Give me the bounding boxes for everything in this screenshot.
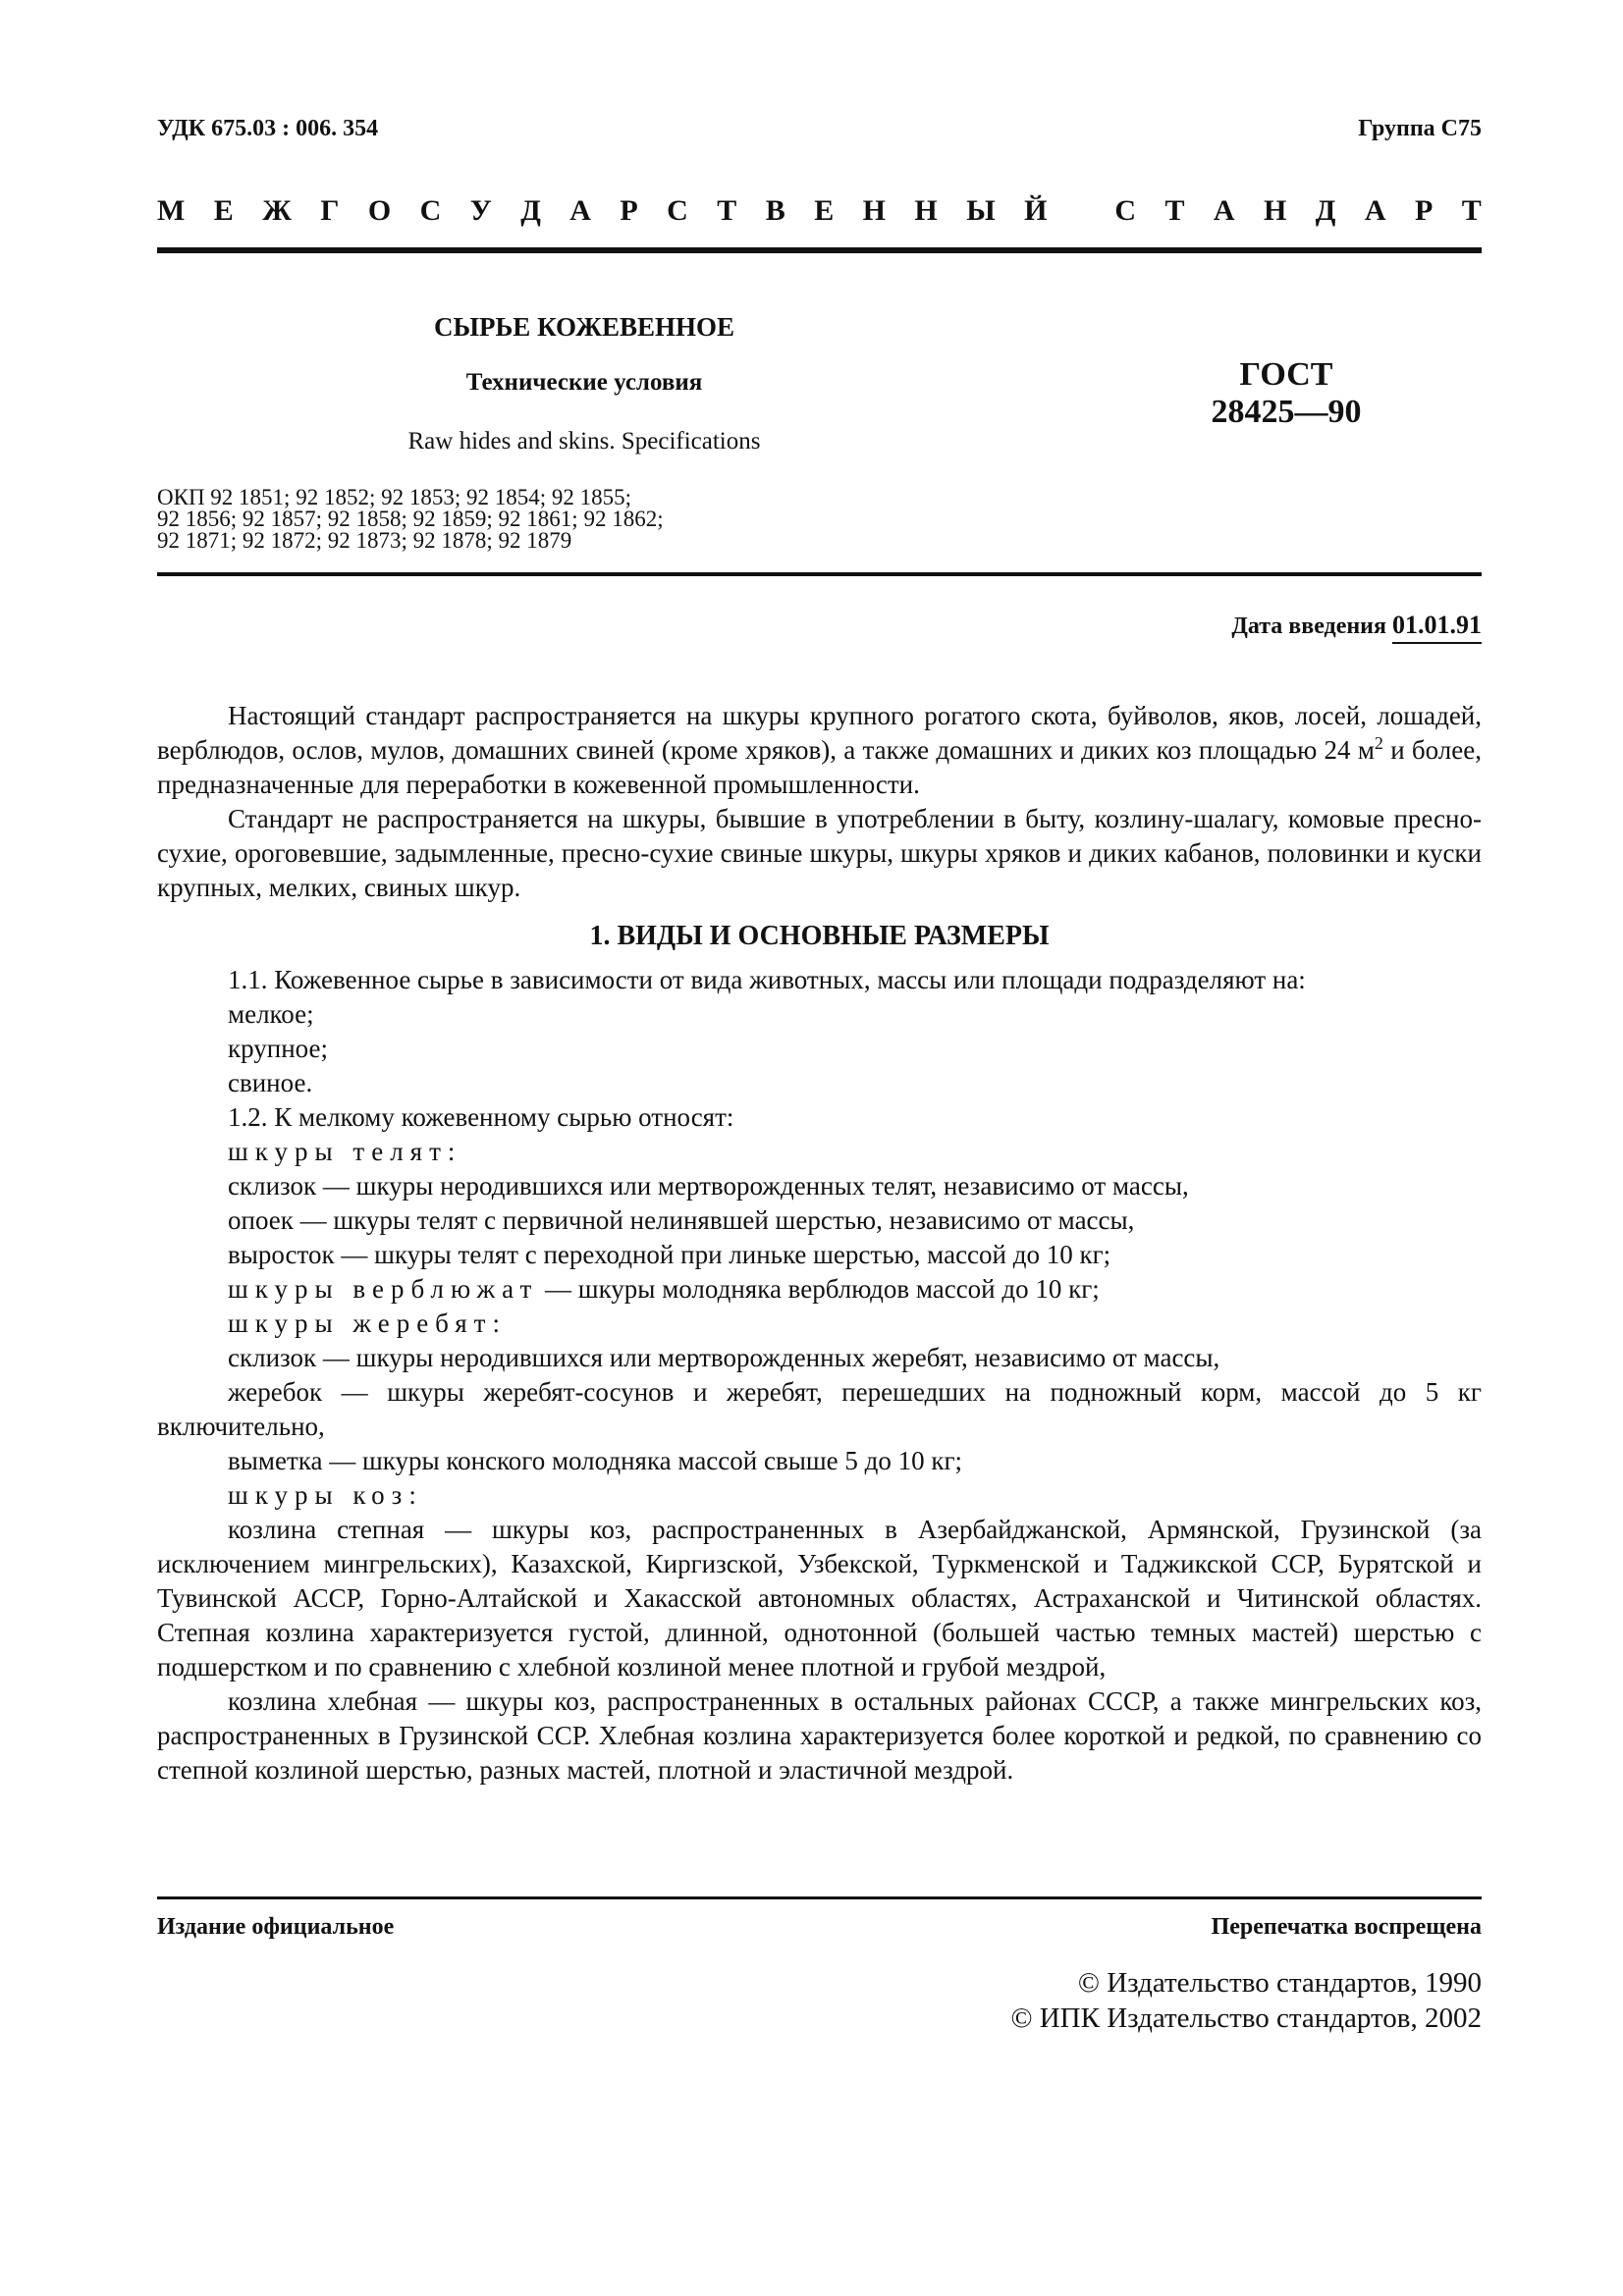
intro-paragraph-1 bbox=[157, 699, 1482, 802]
list-item: жеребок — шкуры жеребят-сосунов и жеребят, перешедших на подножный корм, массой до 5 кг включительно, bbox=[157, 1377, 1482, 1441]
heading-letter: А bbox=[1213, 194, 1235, 227]
heading-letter: С bbox=[667, 194, 688, 227]
document-title: СЫРЬЕ КОЖЕВЕННОЕ bbox=[433, 312, 735, 342]
reprint-prohibited: Перепечатка воспрещена bbox=[1211, 1914, 1482, 1940]
list-item: склизок — шкуры неродившихся или мертворожденных жеребят, независимо от массы, bbox=[228, 1343, 1220, 1372]
heading-letter: Г bbox=[320, 194, 340, 227]
heading-letter: У bbox=[469, 194, 492, 227]
heading-letter: Р bbox=[1414, 194, 1434, 227]
footer-rule bbox=[157, 1896, 1482, 1899]
intro-paragraph-2: Стандарт не распространяется на шкуры, бывшие в употреблении в быту, козлину-шалагу, комовые пресно-сухие, ороговевшие, задымленные, пресно-сухие свиные шкуры, шкуры хряков и диких кабанов, половинки и куски крупных, мелких, свиных шкур. bbox=[157, 804, 1482, 902]
term-rest: : bbox=[447, 1137, 456, 1166]
udk-code: УДК 675.03 : 006. 354 bbox=[157, 116, 379, 141]
subgroup-goats bbox=[157, 1478, 1482, 1513]
spaced-term: шкуры жеребят bbox=[228, 1308, 493, 1338]
spaced-term: шкуры телят bbox=[228, 1137, 448, 1166]
section-heading: 1. ВИДЫ И ОСНОВНЫЕ РАЗМЕРЫ bbox=[589, 921, 1050, 951]
heading-letter: О bbox=[367, 194, 392, 227]
heading-letter: Т bbox=[1164, 194, 1185, 227]
list-item: выросток — шкуры телят с переходной при линьке шерстью, массой до 10 кг; bbox=[228, 1240, 1111, 1269]
okp-line: ОКП 92 1851; 92 1852; 92 1853; 92 1854; 92 1855; bbox=[157, 485, 632, 509]
subgroup-camels bbox=[157, 1272, 1482, 1307]
heading-letter: С bbox=[1114, 194, 1136, 227]
okp-line: 92 1871; 92 1872; 92 1873; 92 1878; 92 1879 bbox=[157, 528, 572, 553]
term-rest: : bbox=[408, 1480, 416, 1510]
okp-codes bbox=[157, 487, 664, 552]
heading-letter: Д bbox=[520, 194, 541, 227]
clause-1-1: 1.1. Кожевенное сырье в зависимости от вида животных, массы или площади подразделяют на: bbox=[228, 965, 1306, 994]
heading-letter: Е bbox=[814, 194, 835, 227]
heading-letter: Т bbox=[1461, 194, 1482, 227]
intro-date-value: 01.01.91 bbox=[1392, 611, 1482, 644]
spaced-term: шкуры верблюжат bbox=[228, 1274, 539, 1304]
heading-letter: Р bbox=[620, 194, 638, 227]
heading-letter: Н bbox=[1264, 194, 1287, 227]
copyright-block bbox=[1010, 1965, 1482, 2036]
grain-goat-paragraph: козлина хлебная — шкуры коз, распространенных в остальных районах СССР, а также мингрельских коз, распространенных в Грузинской ССР. Хлебная козлина характеризуется более короткой и редкой, по сравнению со степной козлиной шерстью, разных мастей, плотной и эластичной мездрой. bbox=[157, 1686, 1482, 1785]
heading-letter: М bbox=[157, 194, 186, 227]
document-body bbox=[157, 699, 1482, 1788]
heading-letter: Е bbox=[213, 194, 234, 227]
heading-letter: А bbox=[569, 194, 591, 227]
group-code: Группа С75 bbox=[1358, 116, 1482, 141]
clause-1-2: 1.2. К мелкому кожевенному сырью относят: bbox=[228, 1102, 734, 1132]
english-title: Raw hides and skins. Specifications bbox=[407, 428, 761, 454]
intro-date bbox=[1231, 611, 1482, 640]
gost-label: ГОСТ bbox=[1239, 356, 1333, 393]
heading-letter: Н bbox=[862, 194, 886, 227]
heading-letter: С bbox=[419, 194, 442, 227]
heading-letter: В bbox=[765, 194, 785, 227]
term-rest: — шкуры молодняка верблюдов массой до 10 кг; bbox=[538, 1274, 1100, 1304]
list-item: свиное. bbox=[228, 1068, 313, 1097]
official-edition: Издание официальное bbox=[157, 1914, 395, 1940]
copyright-1990: © Издательство стандартов, 1990 bbox=[1077, 1967, 1482, 1999]
heading-letter: Т bbox=[717, 194, 737, 227]
copyright-2002: © ИПК Издательство стандартов, 2002 bbox=[1010, 2002, 1482, 2034]
heading-letter: Ы bbox=[966, 194, 996, 227]
list-item: опоек — шкуры телят с первичной нелинявшей шерстью, независимо от массы, bbox=[228, 1205, 1135, 1235]
gost-number: 28425—90 bbox=[1211, 394, 1362, 430]
heading-letter: Ж bbox=[262, 194, 292, 227]
interstate-standard-heading bbox=[157, 194, 1482, 228]
okp-line: 92 1856; 92 1857; 92 1858; 92 1859; 92 1861; 92 1862; bbox=[157, 507, 664, 531]
list-item: мелкое; bbox=[228, 999, 314, 1029]
steppe-goat-paragraph: козлина степная — шкуры коз, распространенных в Азербайджанской, Армянской, Грузинской (за исключением мингрельских), Казахской, Киргизской, Узбекской, Туркменской и Таджикской ССР, Бурятской и Тувинской АССР, Горно-Алтайской и Хакасской автономных областях, Астраханской и Читинской областях. Степная козлина характеризуется густой, длинной, однотонной (большей частью темных мастей) шерстью с подшерстком и по сравнению с хлебной козлиной менее плотной и грубой мездрой, bbox=[157, 1515, 1482, 1682]
intro-text-a: Настоящий стандарт распространяется на шкуры крупного рогатого скота, буйволов, яков, лосей, лошадей, верблюдов, ослов, мулов, домашних свиней (кроме хряков), а также домашних и диких коз площадью 24 м bbox=[157, 701, 1482, 765]
list-item: крупное; bbox=[228, 1034, 328, 1063]
heading-letter: Д bbox=[1315, 194, 1336, 227]
subgroup-foals bbox=[157, 1307, 1482, 1341]
list-item: выметка — шкуры конского молодняка массой свыше 5 до 10 кг; bbox=[228, 1446, 963, 1475]
area-exponent: 2 bbox=[1374, 733, 1383, 753]
spaced-term: шкуры коз bbox=[228, 1480, 409, 1510]
intro-date-label: Дата введения bbox=[1231, 614, 1386, 639]
heading-letter bbox=[1076, 194, 1086, 228]
subgroup-calves bbox=[157, 1135, 1482, 1169]
heading-letter: Н bbox=[914, 194, 938, 227]
intro-text-b: и более, предназначенные для переработки в кожевенной промышленности. bbox=[157, 735, 1482, 799]
top-rule bbox=[157, 247, 1482, 253]
okp-rule bbox=[157, 572, 1482, 576]
term-rest: : bbox=[492, 1308, 500, 1338]
heading-letter: А bbox=[1364, 194, 1386, 227]
list-item: склизок — шкуры неродившихся или мертворожденных телят, независимо от массы, bbox=[228, 1171, 1189, 1201]
heading-letter: Й bbox=[1024, 194, 1048, 227]
document-subtitle: Технические условия bbox=[465, 369, 703, 396]
